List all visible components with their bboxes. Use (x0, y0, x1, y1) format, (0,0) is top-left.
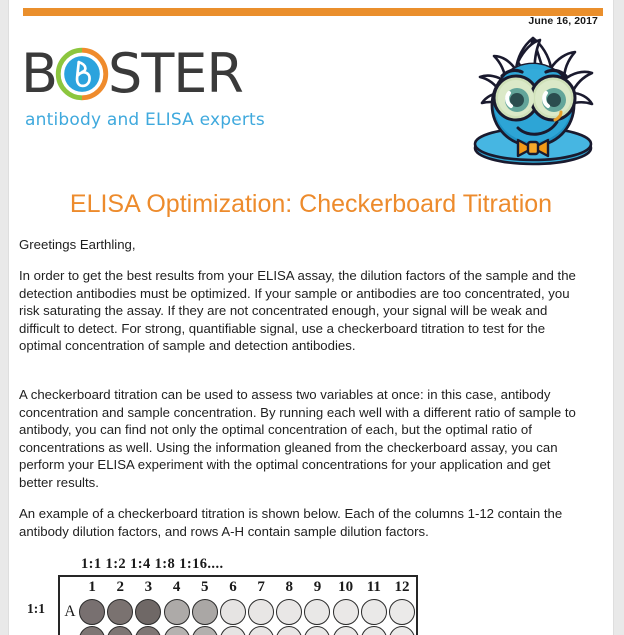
plate-well-b9[interactable] (304, 626, 330, 635)
boster-circular-b-emblem-icon (55, 47, 109, 101)
plate-well-cell (303, 599, 331, 625)
newsletter-date: June 16, 2017 (528, 15, 598, 27)
plate-well-b8[interactable] (276, 626, 302, 635)
plate-well-cell (360, 626, 388, 635)
plate-well-row-b (78, 626, 416, 635)
plate-well-cell (388, 599, 416, 625)
logo-tagline: antibody and ELISA experts (25, 110, 265, 130)
plate-well-cell (219, 599, 247, 625)
plate-well-a9[interactable] (304, 599, 330, 625)
antibody-dilution-header: 1:1 1:2 1:4 1:8 1:16.... (81, 556, 224, 572)
plate-well-b6[interactable] (220, 626, 246, 635)
paragraph-3: An example of a checkerboard titration is shown below. Each of the columns 1-12 contain the antibody dilution factors, and rows A-H contain sample dilution factors. (19, 506, 563, 539)
plate-column-header-12: 12 (394, 579, 410, 595)
plate-well-cell (134, 599, 162, 625)
header-orange-bar (23, 8, 603, 16)
plate-well-cell (134, 626, 162, 635)
plate-column-header-11: 11 (366, 579, 381, 595)
plate-well-a4[interactable] (164, 599, 190, 625)
plate-well-cell (163, 626, 191, 635)
plate-well-a7[interactable] (248, 599, 274, 625)
plate-well-a3[interactable] (135, 599, 161, 625)
plate-well-cell (388, 626, 416, 635)
greeting-line: Greetings Earthling, (19, 237, 136, 252)
plate-row-letter-a: A (64, 603, 76, 620)
logo-letter-b: B (21, 42, 58, 105)
plate-column-header-2: 2 (116, 579, 124, 595)
plate-column-headers (78, 578, 416, 597)
plate-well-a10[interactable] (333, 599, 359, 625)
sample-dilution-row-label: 1:1 (27, 601, 45, 616)
plate-well-b3[interactable] (135, 626, 161, 635)
plate-well-a6[interactable] (220, 599, 246, 625)
plate-column-header-9: 9 (313, 579, 322, 595)
plate-column-header-7: 7 (257, 579, 265, 595)
microplate-outline (58, 575, 418, 635)
plate-column-header-4: 4 (172, 579, 181, 595)
plate-well-cell (78, 626, 106, 635)
plate-well-b10[interactable] (333, 626, 359, 635)
plate-well-cell (219, 626, 247, 635)
page-title: ELISA Optimization: Checkerboard Titration (69, 190, 553, 218)
plate-well-a12[interactable] (389, 599, 415, 625)
plate-column-header-8: 8 (285, 579, 294, 595)
plate-well-cell (191, 626, 219, 635)
plate-well-cell (275, 626, 303, 635)
plate-well-cell (247, 626, 275, 635)
paragraph-1: In order to get the best results from your ELISA assay, the dilution factors of the sample and the detection antibodies must be optimized. If your sample or antibodies are too concentrated, you risk saturating the assay. If they are not concentrated enough, your signal will be weak and difficult to detect. For strong, quantifiable signal, use a checkerboard titration to test for the optimal concentration of sample and detection antibodies. (19, 268, 576, 354)
plate-well-a2[interactable] (107, 599, 133, 625)
checkerboard-plate-figure (9, 556, 613, 635)
plate-well-b5[interactable] (192, 626, 218, 635)
plate-well-a5[interactable] (192, 599, 218, 625)
plate-well-b11[interactable] (361, 626, 387, 635)
plate-well-row-a (78, 599, 416, 625)
plate-column-header-10: 10 (338, 579, 354, 595)
plate-well-cell (275, 599, 303, 625)
plate-well-cell (247, 599, 275, 625)
boster-logo[interactable] (21, 44, 291, 140)
newsletter-page (9, 0, 613, 635)
plate-well-b7[interactable] (248, 626, 274, 635)
plate-well-cell (303, 626, 331, 635)
blue-scientist-mascot-icon (456, 32, 611, 172)
plate-well-cell (163, 599, 191, 625)
plate-column-header-6: 6 (229, 579, 237, 595)
plate-column-header-5: 5 (201, 579, 209, 595)
plate-well-cell (332, 599, 360, 625)
plate-well-cell (360, 599, 388, 625)
logo-letters-ster: STER (108, 42, 243, 105)
plate-well-cell (106, 626, 134, 635)
plate-well-b4[interactable] (164, 626, 190, 635)
plate-column-header-3: 3 (144, 579, 153, 595)
plate-well-cell (191, 599, 219, 625)
plate-well-a1[interactable] (79, 599, 105, 625)
plate-well-cell (78, 599, 106, 625)
plate-well-b2[interactable] (107, 626, 133, 635)
plate-column-header-1: 1 (88, 579, 96, 595)
plate-well-b12[interactable] (389, 626, 415, 635)
plate-well-a11[interactable] (361, 599, 387, 625)
plate-well-a8[interactable] (276, 599, 302, 625)
plate-well-cell (106, 599, 134, 625)
logo-wordmark (21, 44, 243, 104)
plate-well-cell (332, 626, 360, 635)
plate-well-b1[interactable] (79, 626, 105, 635)
paragraph-2: A checkerboard titration can be used to assess two variables at once: in this case, antibody concentration and sample concentration. By running each well with a different ratio of sample to antibody, you can find not only the optimal concentration of each, but the optimal ratio of concentrations as well. Using the information gleaned from the checkerboard assay, you can perform your ELISA experiment with the optimal concentrations for your application and get better results. (19, 387, 576, 490)
